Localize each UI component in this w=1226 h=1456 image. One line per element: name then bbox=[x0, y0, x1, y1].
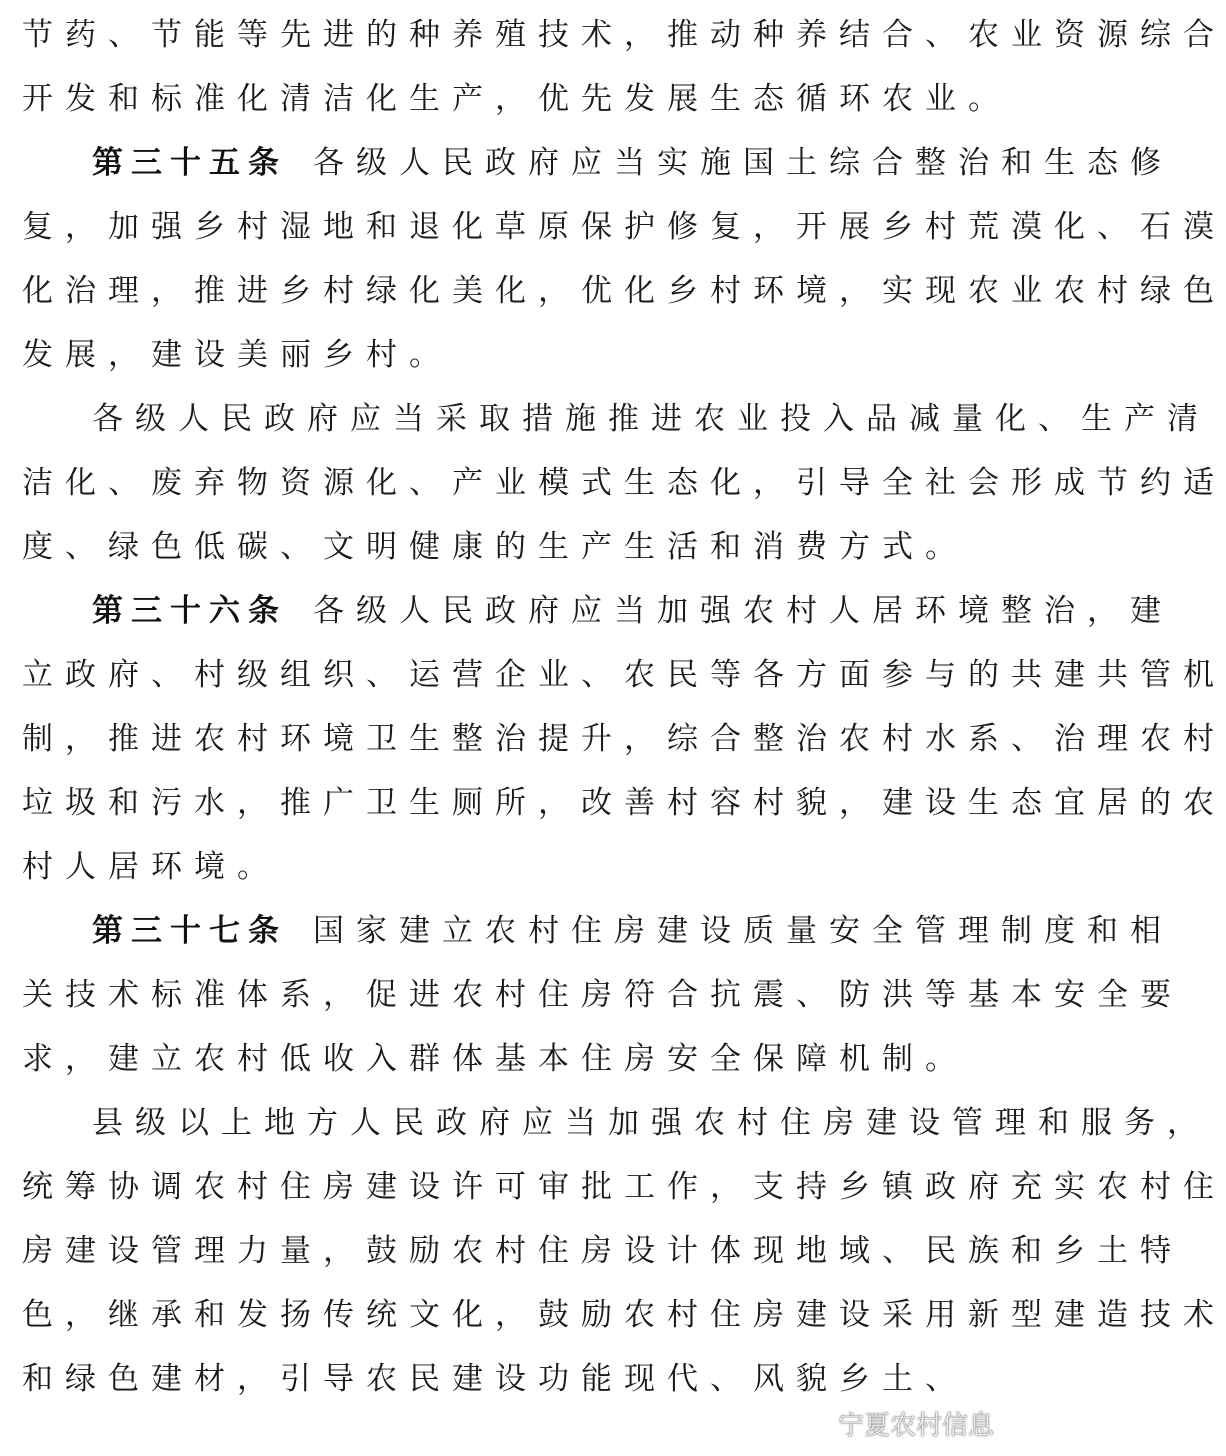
document-body bbox=[22, 3, 1226, 1411]
text-line bbox=[22, 1027, 998, 1091]
article-heading-line bbox=[22, 579, 1173, 643]
line-text: 化治理，推进乡村绿化美化，优化乡村环境，实现农业农村绿色 bbox=[22, 273, 1226, 309]
text-line bbox=[22, 835, 998, 899]
article-number: 第三十五条 bbox=[92, 145, 287, 181]
line-text: 制，推进农村环境卫生整治提升，综合整治农村水系、治理农村 bbox=[22, 721, 1226, 757]
text-line bbox=[22, 1347, 998, 1411]
paragraph-start-line bbox=[22, 1091, 1210, 1155]
line-text: 国家建立农村住房建设质量安全管理制度和相 bbox=[313, 913, 1173, 949]
line-text: 求，建立农村低收入群体基本住房安全保障机制。 bbox=[22, 1041, 968, 1077]
line-text: 复，加强乡村湿地和退化草原保护修复，开展乡村荒漠化、石漠 bbox=[22, 209, 1226, 245]
text-line bbox=[22, 451, 1226, 515]
watermark-text: 宁夏农村信息 bbox=[837, 1411, 994, 1441]
text-line bbox=[22, 259, 1226, 323]
text-line bbox=[22, 1219, 1183, 1283]
line-text: 房建设管理力量，鼓励农村住房设计体现地域、民族和乡土特 bbox=[22, 1233, 1183, 1269]
line-text: 各级人民政府应当采取措施推进农业投入品减量化、生产清 bbox=[92, 401, 1210, 437]
line-text: 和绿色建材，引导农民建设功能现代、风貌乡土、 bbox=[22, 1361, 968, 1397]
line-text: 垃圾和污水，推广卫生厕所，改善村容村貌，建设生态宜居的农 bbox=[22, 785, 1226, 821]
line-text: 发展，建设美丽乡村。 bbox=[22, 337, 452, 373]
line-text: 色，继承和发扬传统文化，鼓励农村住房建设采用新型建造技术 bbox=[22, 1297, 1226, 1333]
article-heading-line bbox=[22, 899, 1173, 963]
line-text: 各级人民政府应当实施国土综合整治和生态修 bbox=[313, 145, 1173, 181]
line-text: 统筹协调农村住房建设许可审批工作，支持乡镇政府充实农村住 bbox=[22, 1169, 1226, 1205]
line-text: 各级人民政府应当加强农村人居环境整治，建 bbox=[313, 593, 1173, 629]
text-line bbox=[22, 67, 1011, 131]
paragraph-start-line bbox=[22, 387, 1210, 451]
text-line bbox=[22, 771, 1226, 835]
text-line bbox=[22, 707, 1226, 771]
line-text: 村人居环境。 bbox=[22, 849, 280, 885]
line-text: 立政府、村级组织、运营企业、农民等各方面参与的共建共管机 bbox=[22, 657, 1226, 693]
line-text: 节药、节能等先进的种养殖技术，推动种养结合、农业资源综合 bbox=[22, 17, 1226, 53]
article-heading-line bbox=[22, 131, 1173, 195]
wechat-icon bbox=[802, 1409, 832, 1439]
line-text: 关技术标准体系，促进农村住房符合抗震、防洪等基本安全要 bbox=[22, 977, 1183, 1013]
watermark bbox=[802, 1405, 994, 1442]
text-line bbox=[22, 1283, 1226, 1347]
text-line bbox=[22, 195, 1226, 259]
text-line bbox=[22, 323, 998, 387]
article-number: 第三十六条 bbox=[92, 593, 287, 629]
line-text: 县级以上地方人民政府应当加强农村住房建设管理和服务， bbox=[92, 1105, 1210, 1141]
article-number: 第三十七条 bbox=[92, 913, 287, 949]
line-text: 洁化、废弃物资源化、产业模式生态化，引导全社会形成节约适 bbox=[22, 465, 1226, 501]
text-line bbox=[22, 1155, 1226, 1219]
text-line bbox=[22, 3, 1226, 67]
text-line bbox=[22, 515, 998, 579]
text-line bbox=[22, 643, 1226, 707]
line-text: 开发和标准化清洁化生产，优先发展生态循环农业。 bbox=[22, 81, 1011, 117]
line-text: 度、绿色低碳、文明健康的生产生活和消费方式。 bbox=[22, 529, 968, 565]
text-line bbox=[22, 963, 1183, 1027]
